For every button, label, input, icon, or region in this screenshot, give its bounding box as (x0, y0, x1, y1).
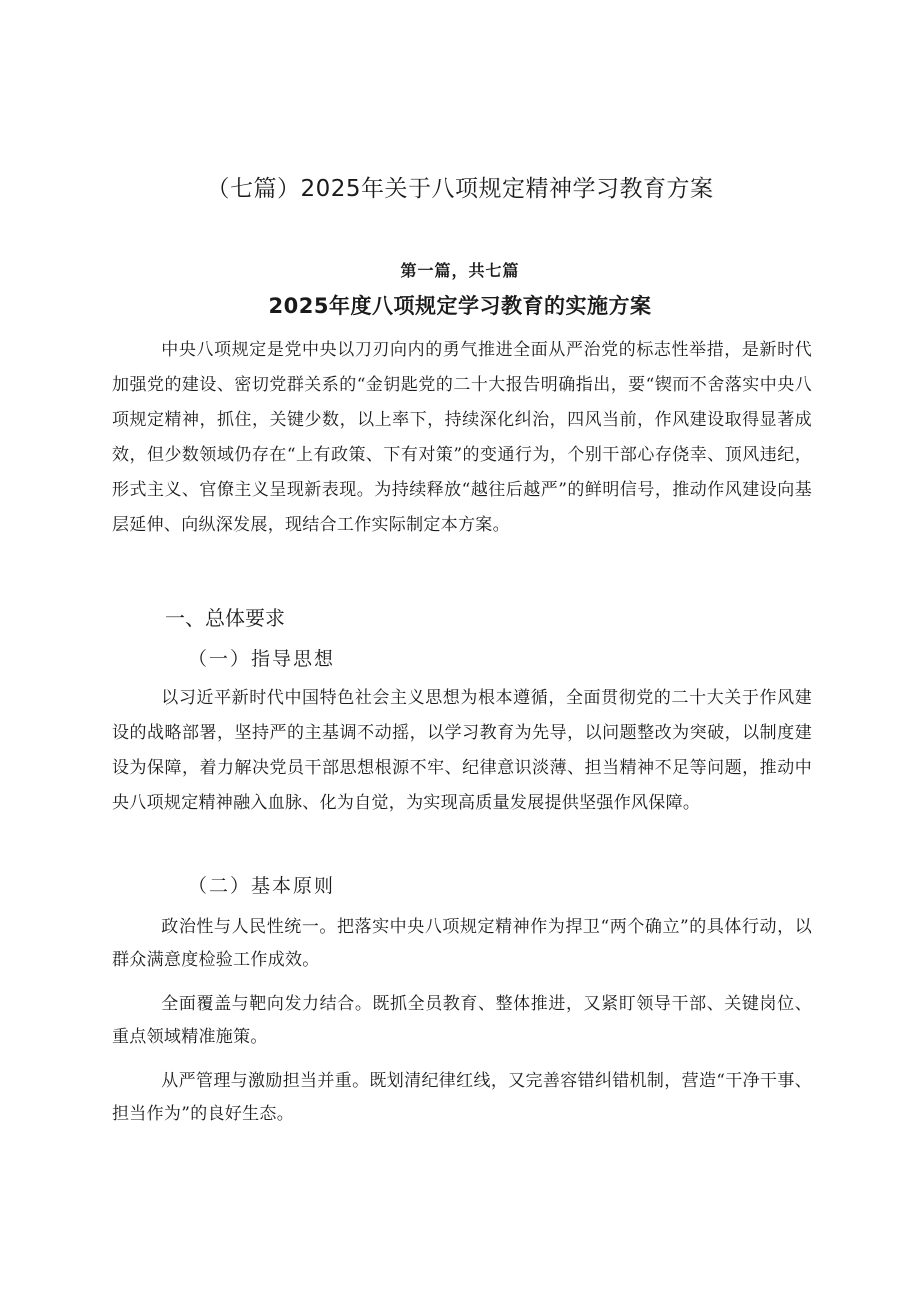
document-title: （七篇）2025年关于八项规定精神学习教育方案 (206, 176, 714, 202)
subsection-heading-principles: （二）基本原则 (188, 875, 336, 897)
section-heading-general: 一、总体要求 (165, 606, 285, 630)
principles-block (112, 911, 812, 1131)
subsection-heading-guiding: （一）指导思想 (188, 648, 336, 670)
intro-paragraph: 中央八项规定是党中央以刀刃向内的勇气推进全面从严治党的标志性举措，是新时代加强党的建设、密切党群关系的“金钥匙党的二十大报告明确指出，要“锲而不舍落实中央八项规定精神，抓住，关键少数，以上率下，持续深化纠治，四风当前，作风建设取得显著成效，但少数领域仍存在“上有政策、下有对策”的变通行为，个别干部心存侥幸、顶风违纪，形式主义、官僚主义呈现新表现。为持续释放“越往后越严”的鲜明信号，推动作风建设向基层延伸、向纵深发展，现结合工作实际制定本方案。 (112, 340, 812, 535)
intro-paragraph-block (112, 333, 812, 543)
principle-paragraph: 全面覆盖与靶向发力结合。既抓全员教育、整体推进，又紧盯领导干部、关键岗位、重点领域精准施策。 (112, 994, 812, 1047)
principle-paragraph: 政治性与人民性统一。把落实中央八项规定精神作为捍卫“两个确立”的具体行动，以群众满意度检验工作成效。 (112, 917, 812, 970)
principle-paragraph: 从严管理与激励担当并重。既划清纪律红线，又完善容错纠错机制，营造“干净干事、担当作为”的良好生态。 (112, 1071, 812, 1124)
part-label: 第一篇，共七篇 (400, 261, 520, 280)
guiding-paragraph: 以习近平新时代中国特色社会主义思想为根本遵循，全面贯彻党的二十大关于作风建设的战略部署，坚持严的主基调不动摇，以学习教育为先导，以问题整改为突破，以制度建设为保障，着力解决党员干部思想根源不牢、纪律意识淡薄、担当精神不足等问题，推动中央八项规定精神融入血脉、化为自觉，为实现高质量发展提供坚强作风保障。 (112, 688, 812, 813)
plan-title: 2025年度八项规定学习教育的实施方案 (268, 294, 652, 318)
guiding-paragraph-block (112, 681, 812, 821)
